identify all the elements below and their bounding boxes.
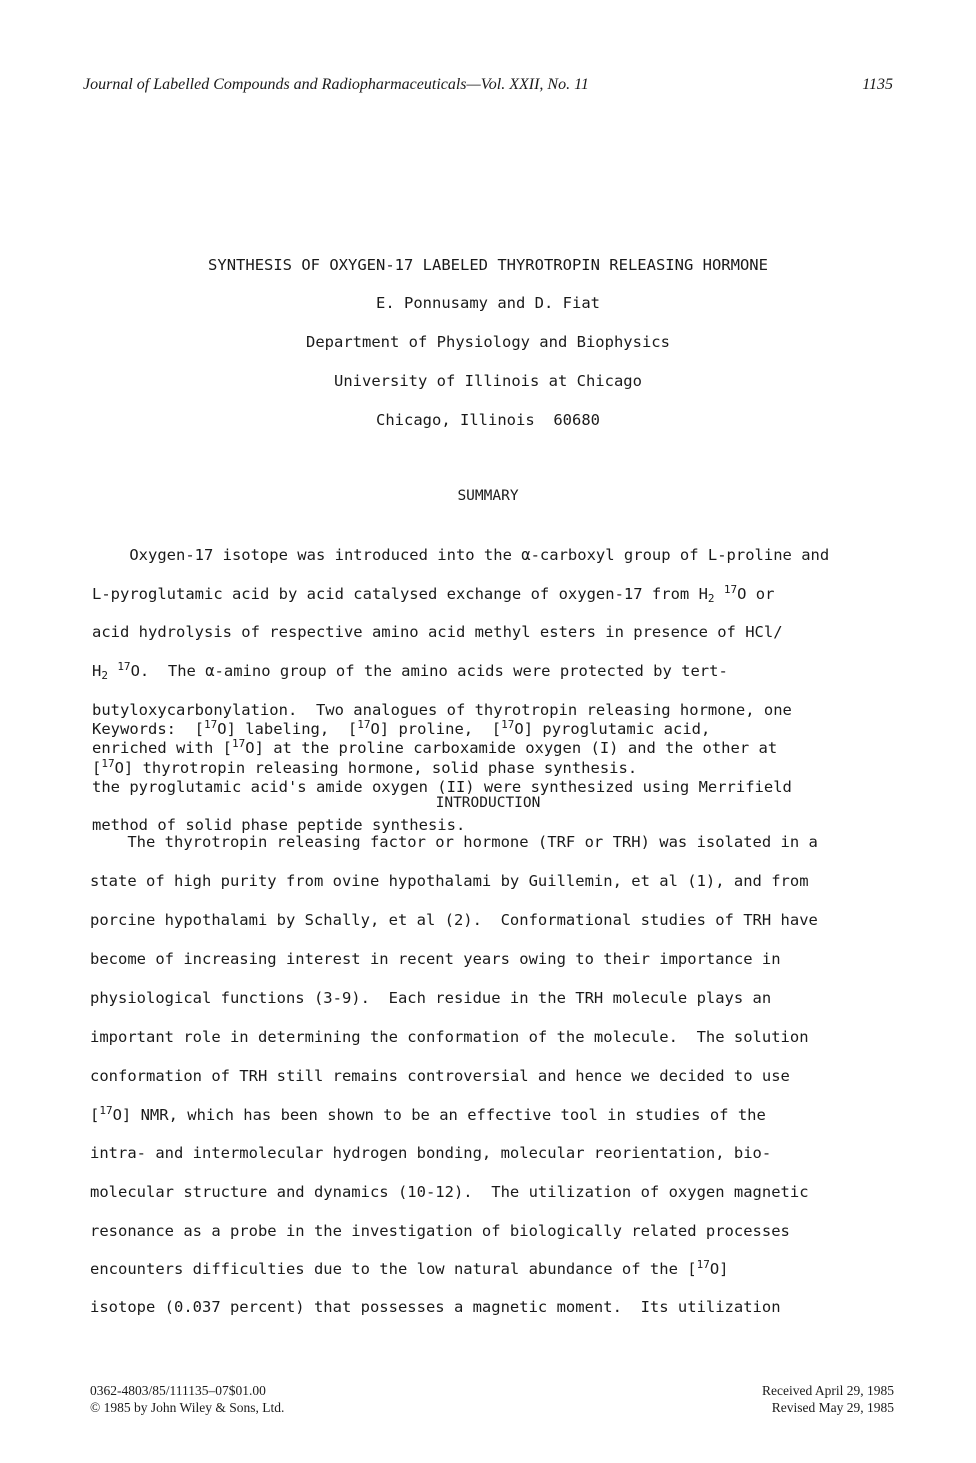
revised-date: Revised May 29, 1985 — [771, 1400, 894, 1415]
keywords-line — [92, 756, 882, 778]
intro-line — [90, 1106, 766, 1124]
summary-text: H — [92, 662, 102, 681]
copyright-notice: © 1985 by John Wiley & Sons, Ltd. — [90, 1400, 285, 1415]
keywords-text: Keywords: [ — [92, 720, 204, 739]
superscript: 17 — [203, 718, 218, 732]
summary-line — [92, 662, 882, 681]
summary-text: L-pyroglutamic acid by acid catalysed exchange of oxygen-17 from H — [92, 584, 708, 603]
intro-text: O] NMR, which has been shown to be an effective tool in studies of the — [112, 1106, 766, 1124]
superscript: 17 — [723, 582, 738, 596]
keywords-text: O] pyroglutamic acid, — [514, 720, 711, 739]
introduction-heading: INTRODUCTION — [435, 795, 541, 811]
article-title: SYNTHESIS OF OXYGEN-17 LABELED THYROTROPIN RELEASING HORMONE — [208, 256, 768, 274]
summary-text: O or — [737, 584, 775, 603]
superscript: 17 — [231, 737, 246, 751]
running-header — [83, 76, 893, 94]
received-date: Received April 29, 1985 — [762, 1383, 894, 1398]
authors: E. Ponnusamy and D. Fiat — [376, 294, 600, 312]
keywords-text: O] thyrotropin releasing hormone, solid phase synthesis. — [114, 758, 638, 777]
keywords-text: O] proline, [ — [370, 720, 502, 739]
keywords-text: [ — [92, 758, 102, 777]
intro-text: encounters difficulties due to the low natural abundance of the [ — [90, 1260, 697, 1278]
superscript: 17 — [357, 718, 371, 732]
summary-text: O] at the proline carboxamide oxygen (I) and the other at — [245, 739, 778, 758]
intro-line: state of high purity from ovine hypothalami by Guillemin, et al (1), and from — [90, 872, 809, 890]
intro-text: O] — [709, 1260, 729, 1278]
article-code: 0362-4803/85/111135–07$01.00 — [90, 1383, 266, 1398]
city-address: Chicago, Illinois 60680 — [376, 411, 600, 429]
summary-heading: SUMMARY — [457, 488, 519, 504]
keywords-text: O] labeling, [ — [217, 720, 358, 739]
department: Department of Physiology and Biophysics — [306, 333, 670, 351]
intro-line: important role in determining the conformation of the molecule. The solution — [90, 1028, 809, 1046]
intro-line: become of increasing interest in recent years owing to their importance in — [90, 950, 781, 968]
summary-line — [92, 582, 882, 605]
footer-left — [90, 1382, 284, 1416]
subscript: 2 — [707, 591, 715, 605]
summary-line: butyloxycarbonylation. Two analogues of thyrotropin releasing hormone, one — [92, 700, 792, 719]
keywords-line — [92, 720, 882, 739]
intro-line: physiological functions (3-9). Each residue in the TRH molecule plays an — [90, 989, 772, 1007]
intro-line: conformation of TRH still remains controversial and hence we decided to use — [90, 1067, 790, 1085]
page-number: 1135 — [862, 76, 893, 93]
intro-line: resonance as a probe in the investigation of biologically related processes — [90, 1222, 790, 1240]
intro-line: isotope (0.037 percent) that possesses a magnetic moment. Its utilization — [90, 1298, 781, 1316]
superscript: 17 — [696, 1258, 710, 1271]
keywords-block — [92, 701, 882, 797]
subscript: 2 — [101, 669, 108, 683]
summary-text: O. The α-amino group of the amino acids were protected by tert- — [130, 662, 728, 681]
footer-right — [762, 1382, 894, 1416]
superscript: 17 — [101, 756, 115, 770]
summary-line: acid hydrolysis of respective amino acid methyl esters in presence of HCl/ — [92, 623, 783, 642]
intro-line: intra- and intermolecular hydrogen bonding, molecular reorientation, bio- — [90, 1144, 772, 1162]
summary-line: method of solid phase peptide synthesis. — [92, 816, 466, 835]
intro-line: molecular structure and dynamics (10-12). The utilization of oxygen magnetic — [90, 1183, 809, 1201]
superscript: 17 — [501, 718, 515, 732]
intro-line — [90, 1260, 729, 1278]
intro-text: [ — [90, 1106, 100, 1124]
intro-line: porcine hypothalami by Schally, et al (2). Conformational studies of TRH have — [90, 911, 818, 929]
superscript: 17 — [117, 660, 131, 674]
summary-text: enriched with [ — [92, 739, 232, 758]
intro-line: The thyrotropin releasing factor or hormone (TRF or TRH) was isolated in a — [90, 833, 818, 851]
superscript: 17 — [99, 1104, 113, 1117]
journal-name: Journal of Labelled Compounds and Radiopharmaceuticals—Vol. XXII, No. 11 — [83, 76, 589, 93]
summary-line: the pyroglutamic acid's amide oxygen (II) were synthesized using Merrifield — [92, 777, 792, 796]
summary-line: Oxygen-17 isotope was introduced into the α-carboxyl group of L-proline and — [92, 546, 830, 565]
university: University of Illinois at Chicago — [334, 372, 642, 390]
